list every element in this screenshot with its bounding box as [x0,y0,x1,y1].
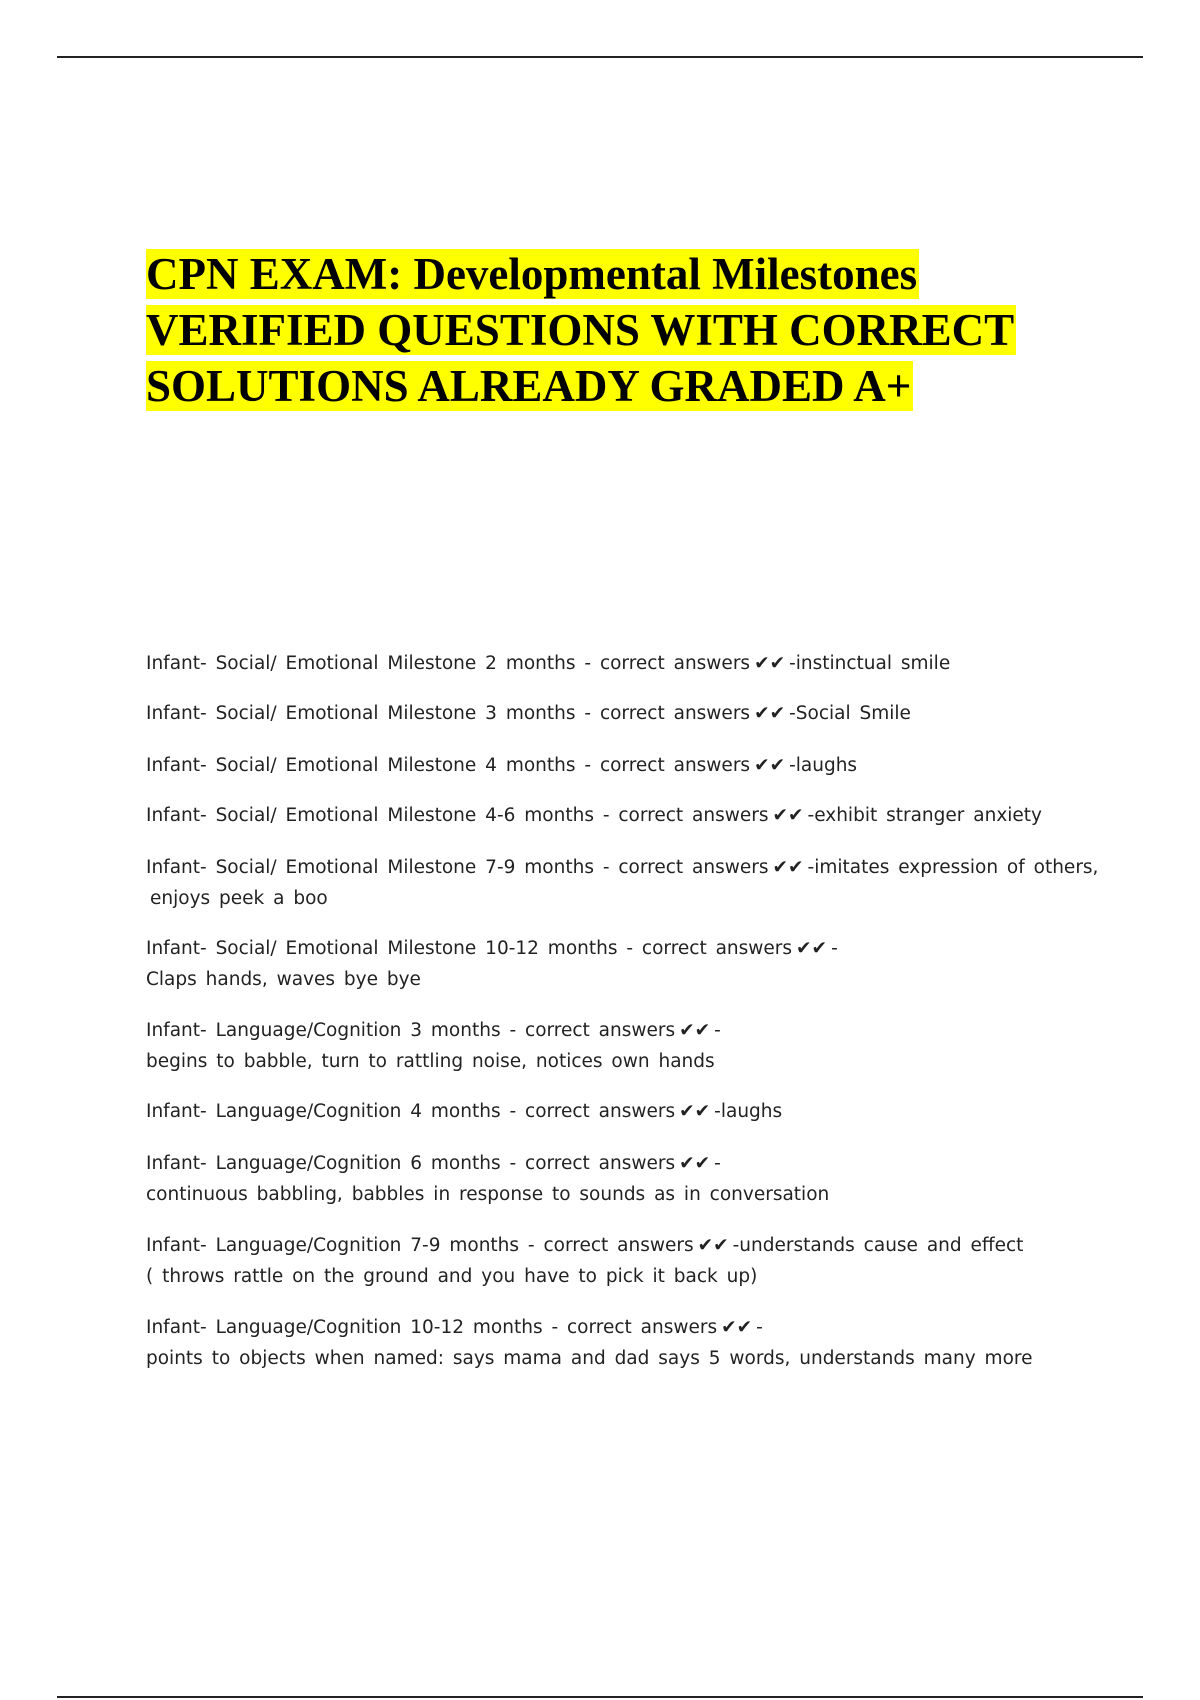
answer-text: - [756,1317,763,1338]
qa-item [146,1096,1106,1127]
answer-continuation: begins to babble, turn to rattling noise, notices own hands [146,1051,715,1072]
check-mark-icon: ✔✔ [721,1317,753,1338]
check-mark-icon: ✔✔ [754,755,786,776]
title-line-1: CPN EXAM: Developmental Milestones [146,249,918,299]
question-text: Infant- Social/ Emotional Milestone 3 months - correct answers [146,703,751,724]
check-mark-icon: ✔✔ [772,857,804,878]
question-text: Infant- Language/Cognition 6 months - correct answers [146,1153,676,1174]
answer-text: -Social Smile [789,703,911,724]
question-text: Infant- Social/ Emotional Milestone 4-6 months - correct answers [146,805,769,826]
answer-text: -understands cause and effect [732,1235,1024,1256]
answer-text: - [714,1153,721,1174]
question-text: Infant- Social/ Emotional Milestone 4 months - correct answers [146,755,751,776]
answer-text: -imitates expression of others, [807,857,1099,878]
answer-text: -instinctual smile [789,653,951,674]
check-mark-icon: ✔✔ [754,703,786,724]
question-text: Infant- Language/Cognition 7-9 months - correct answers [146,1235,694,1256]
qa-item [146,1015,1106,1077]
answer-continuation: enjoys peek a boo [150,888,328,909]
qa-item [146,1230,1106,1292]
check-mark-icon: ✔✔ [679,1153,711,1174]
question-text: Infant- Social/ Emotional Milestone 2 months - correct answers [146,653,751,674]
check-mark-icon: ✔✔ [679,1101,711,1122]
check-mark-icon: ✔✔ [679,1020,711,1041]
question-text: Infant- Language/Cognition 10-12 months - correct answers [146,1317,718,1338]
qa-item [146,852,1106,914]
qa-item [146,648,1106,679]
qa-list [146,648,1106,1374]
answer-text: -exhibit stranger anxiety [807,805,1042,826]
qa-item [146,1312,1106,1374]
title-line-3: SOLUTIONS ALREADY GRADED A+ [146,361,912,411]
answer-continuation: points to objects when named: says mama and dad says 5 words, understands many more [146,1348,1033,1369]
question-text: Infant- Social/ Emotional Milestone 7-9 months - correct answers [146,857,769,878]
question-text: Infant- Language/Cognition 3 months - correct answers [146,1020,676,1041]
answer-text: - [714,1020,721,1041]
title-line-2: VERIFIED QUESTIONS WITH CORRECT [146,305,1015,355]
check-mark-icon: ✔✔ [796,938,828,959]
check-mark-icon: ✔✔ [697,1235,729,1256]
answer-continuation: continuous babbling, babbles in response to sounds as in conversation [146,1184,830,1205]
top-rule [57,56,1143,58]
qa-item [146,1148,1106,1210]
answer-text: -laughs [714,1101,783,1122]
answer-text: -laughs [789,755,858,776]
question-text: Infant- Social/ Emotional Milestone 10-12 months - correct answers [146,938,793,959]
answer-text: - [831,938,838,959]
bottom-rule [57,1696,1143,1698]
answer-continuation: ( throws rattle on the ground and you have to pick it back up) [146,1266,758,1287]
question-text: Infant- Language/Cognition 4 months - correct answers [146,1101,676,1122]
answer-continuation: Claps hands, waves bye bye [146,969,421,990]
check-mark-icon: ✔✔ [772,805,804,826]
document-title [146,246,1146,414]
qa-item [146,750,1106,781]
qa-item [146,698,1106,729]
qa-item [146,800,1106,831]
check-mark-icon: ✔✔ [754,653,786,674]
qa-item [146,933,1106,995]
